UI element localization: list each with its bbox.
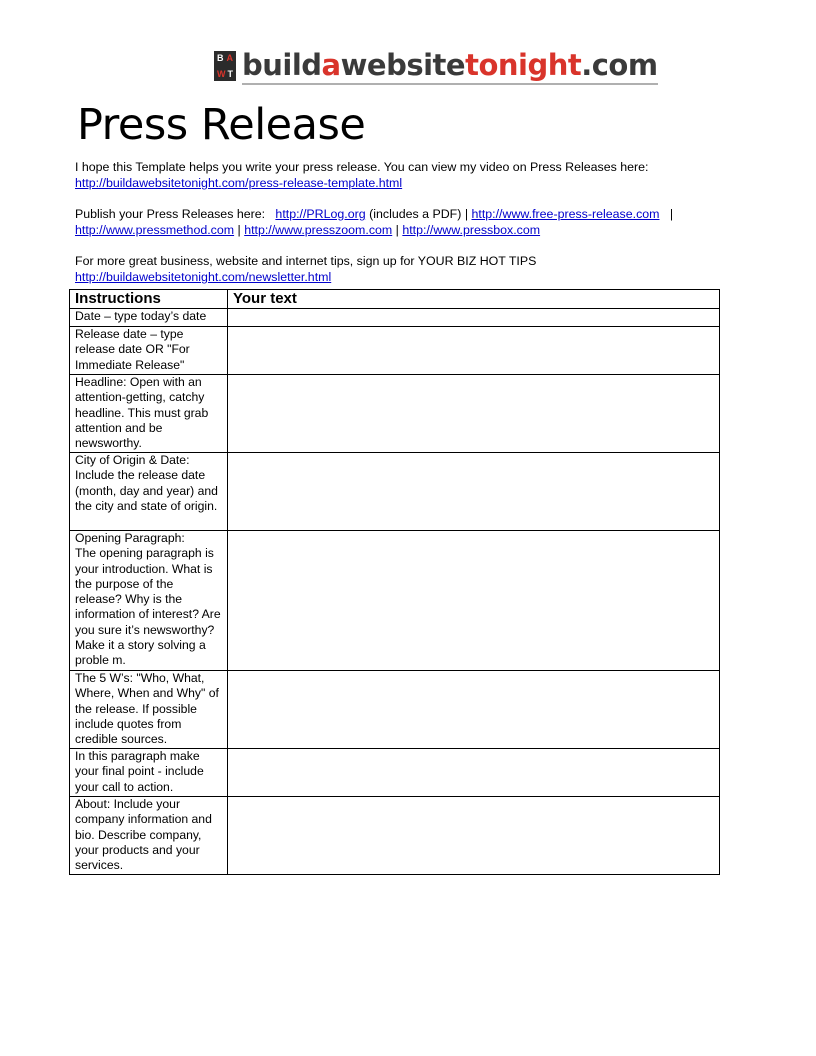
presszoom-link[interactable]: http://www.presszoom.com [244,223,393,237]
instruction-cell: Date – type today’s date [70,309,228,327]
table-row [70,671,720,749]
table-header-row [70,290,720,309]
table-row [70,531,720,671]
template-video-link[interactable]: http://buildawebsitetonight.com/press-release-template.html [75,176,403,190]
your-text-cell[interactable] [228,309,720,327]
logo-wordmark [242,47,658,85]
your-text-cell[interactable] [228,375,720,453]
your-text-cell[interactable] [228,453,720,531]
table-row [70,453,720,531]
table-row [70,375,720,453]
logo-badge-letter: T [227,69,233,79]
prlog-note: (includes a PDF) [369,207,462,221]
press-release-table [69,289,720,875]
prlog-link[interactable]: http://PRLog.org [275,207,366,221]
logo-word: a [321,48,341,82]
your-text-cell[interactable] [228,797,720,875]
table-row [70,749,720,797]
instruction-cell: About: Include your company information and bio. Describe company, your products and your services. [70,797,228,875]
free-press-release-link[interactable]: http://www.free-press-release.com [471,207,660,221]
instruction-cell: City of Origin & Date: Include the release date (month, day and year) and the city and state of origin. [70,453,228,531]
instruction-cell: Release date – type release date OR "For Immediate Release" [70,327,228,375]
publish-paragraph: Publish your Press Releases here: http://PRLog.org (includes a PDF) | http://www.free-press-release.com | http://www.pressmethod.com | http://www.presszoom.com | http://www.pressbox.com [75,207,674,237]
instruction-cell: Headline: Open with an attention-getting, catchy headline. This must grab attention and be newsworthy. [70,375,228,453]
instruction-cell: In this paragraph make your final point - include your call to action. [70,749,228,797]
instruction-cell: The 5 W’s: "Who, What, Where, When and Why" of the release. If possible include quotes from credible sources. [70,671,228,749]
tips-text: For more great business, website and internet tips, sign up for YOUR BIZ HOT TIPS [75,254,537,268]
column-header-your-text: Your text [228,290,720,309]
your-text-cell[interactable] [228,671,720,749]
instruction-cell: Opening Paragraph: The opening paragraph is your introduction. What is the purpose of the release? Why is the information of interest? Are you sure it’s newsworthy? Make it a story solving a proble m. [70,531,228,671]
pressmethod-link[interactable]: http://www.pressmethod.com [75,223,235,237]
logo-badge [214,51,236,81]
site-logo [214,48,658,84]
pressbox-link[interactable]: http://www.pressbox.com [402,223,541,237]
table-row [70,327,720,375]
logo-word: website [340,48,466,82]
page-title: Press Release [77,100,366,150]
logo-word: tonight [465,48,582,82]
your-text-cell[interactable] [228,327,720,375]
logo-badge-letter: A [226,53,233,63]
newsletter-link[interactable]: http://buildawebsitetonight.com/newsletter.html [75,270,332,284]
column-header-instructions: Instructions [70,290,228,309]
table-row [70,797,720,875]
your-text-cell[interactable] [228,531,720,671]
your-text-cell[interactable] [228,749,720,797]
logo-word: .com [581,48,658,82]
publish-label: Publish your Press Releases here: [75,207,266,221]
tips-paragraph [75,253,755,285]
logo-badge-letter: W [217,69,226,79]
intro-text: I hope this Template helps you write your press release. You can view my video on Press Releases here: [75,160,649,174]
logo-word: build [242,48,322,82]
logo-badge-letter: B [217,53,224,63]
intro-paragraph [75,159,755,191]
table-row [70,309,720,327]
